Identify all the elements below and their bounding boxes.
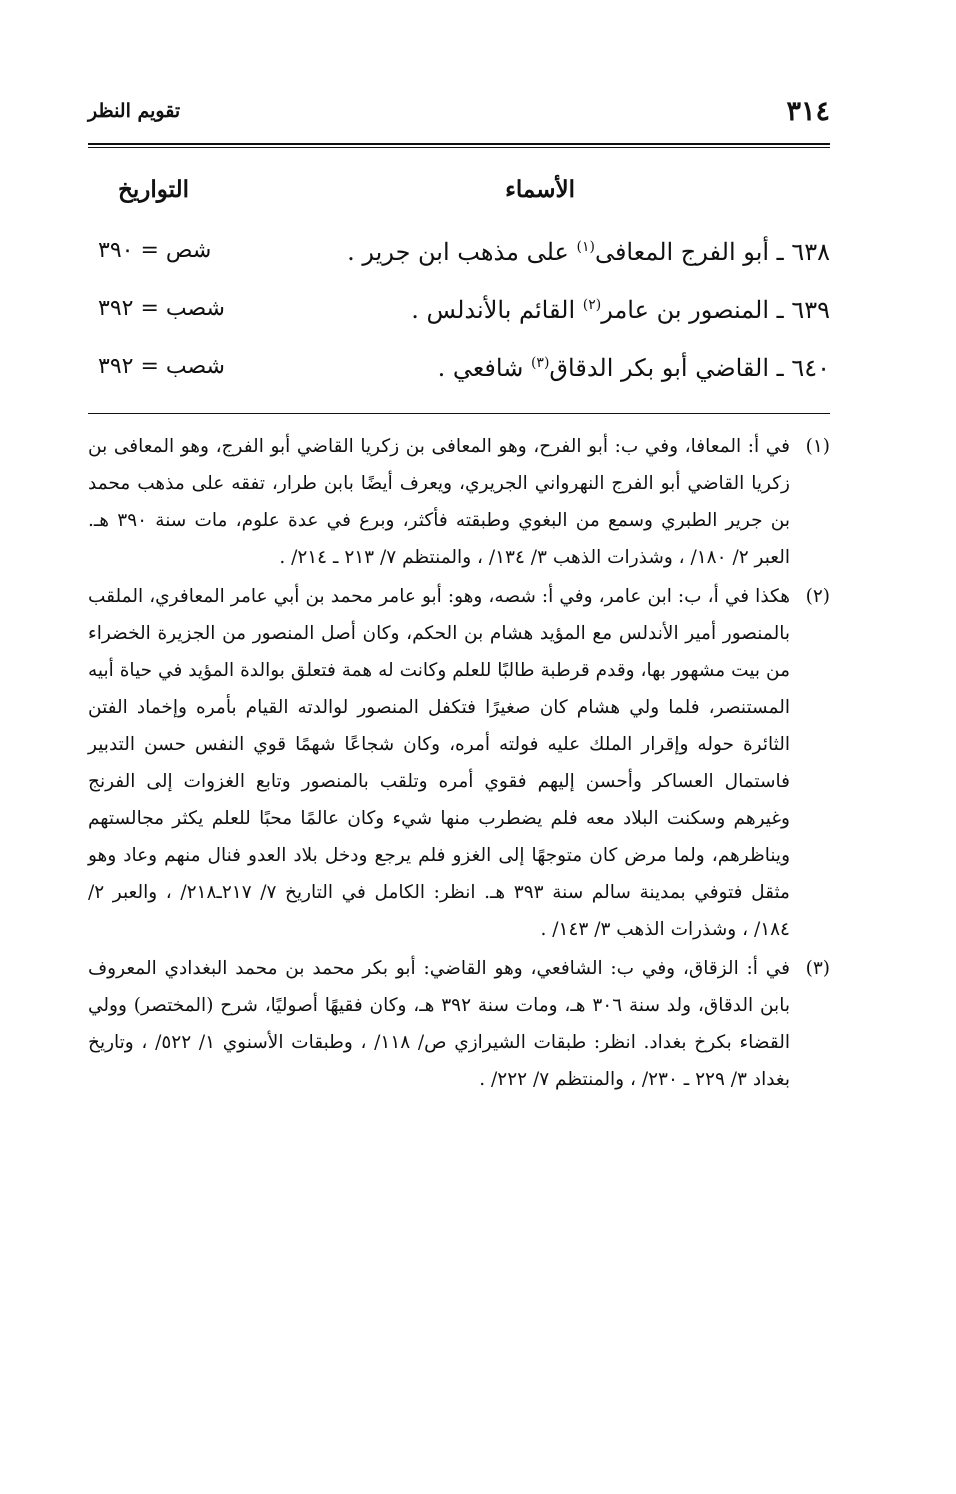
entry-row [88,290,830,348]
book-title: تقويم النظر [88,100,181,122]
footnote-marker: (١) [805,436,830,457]
dates-column-heading: التواريخ [118,176,189,203]
running-header [88,96,830,136]
entry-name: ٦٣٨ ـ أبو الفرج المعافى$^{(١)}$ على مذهب ابن جرير . [347,238,830,266]
footnote-marker: (٢) [805,586,830,607]
footnote-ref: (٣) [530,355,550,371]
entry-name: ٦٣٩ ـ المنصور بن عامر$^{(٢)}$ القائم بالأندلس . [411,296,830,324]
entries-list [88,232,830,406]
entry-row [88,232,830,290]
table-header [88,176,830,216]
footnote [88,578,830,948]
footnote [88,950,830,1098]
footnote-ref: (٢) [582,297,602,313]
entry-date: شصب = ٣٩٢ [98,296,225,321]
footnote-ref: (١) [576,239,595,255]
footnote-text: في أ: المعافا، وفي ب: أبو الفرح، وهو المعافى بن زكريا القاضي أبو الفرج، وهو المعافى بن زكريا القاضي أبو الفرج النهرواني الجريري، ويعرف أيضًا بابن طرار، تفقه على مذهب محمد بن جرير الطبري وسمع من البغوي وطبقته فأكثر، وبرع في عدة علوم، مات سنة ٣٩٠ هـ. العبر ٢/ ١٨٠/ ، وشذرات الذهب ٣/ ١٣٤/ ، والمنتظم ٧/ ٢١٣ ـ ٢١٤/ . [88,436,790,568]
entry-row [88,348,830,406]
footnote-text: هكذا في أ، ب: ابن عامر، وفي أ: شصه، وهو: أبو عامر محمد بن أبي عامر المعافري، الملقب بالمنصور أمير الأندلس مع المؤيد هشام بن الحكم، وكان أصل المنصور من الجزيرة الخضراء من بيت مشهور بها، وقدم قرطبة طالبًا للعلم وكانت له همة فتعلق بوالدة المؤيد في حياة أبيه المستنصر، فلما ولي هشام كان صغيرًا فتكفل المنصور لوالدته القيام بأمره وإخماد الفتن الثائرة حوله وإقرار الملك عليه فولته أمره، وكان شجاعًا شهمًا قوي النفس حسن التدبير فاستمال العساكر وأحسن إليهم فقوي أمره وتلقب بالمنصور وتابع الغزوات إلى الفرنج وغيرهم وسكنت البلاد معه فلم يضطرب منها شيء وكان عالمًا محبًا للعلم يكثر مجالستهم ويناظرهم، ولما مرض كان متوجهًا إلى الغزو فلم يرجع ودخل بلاد العدو فنال منهم وعاد وهو مثقل فتوفي بمدينة سالم سنة ٣٩٣ هـ. انظر: الكامل في التاريخ ٧/ ٢١٧ـ٢١٨/ ، والعبر ٢/ ١٨٤/ ، وشذرات الذهب ٣/ ١٤٣/ . [88,586,790,940]
footnotes [88,428,830,1100]
footnote [88,428,830,576]
entry-name: ٦٤٠ ـ القاضي أبو بكر الدقاق$^{(٣)}$ شافعي . [437,354,830,382]
footnote-marker: (٣) [805,958,830,979]
footnote-text: في أ: الزقاق، وفي ب: الشافعي، وهو القاضي: أبو بكر محمد بن محمد البغدادي المعروف بابن الدقاق، ولد سنة ٣٠٦ هـ، ومات سنة ٣٩٢ هـ، وكان فقيهًا أصوليًا، شرح (المختصر) وولي القضاء بكرخ بغداد. انظر: طبقات الشيرازي ص/ ١١٨/ ، وطبقات الأسنوي ١/ ٥٢٢/ ، وتاريخ بغداد ٣/ ٢٢٩ ـ ٢٣٠/ ، والمنتظم ٧/ ٢٢٢/ . [88,958,790,1090]
names-column-heading: الأسماء [505,176,575,203]
page-number: ٣١٤ [786,96,830,127]
footnote-separator [88,413,830,414]
header-double-rule [88,143,830,148]
entry-date: شص = ٣٩٠ [98,238,212,263]
entry-date: شصب = ٣٩٢ [98,354,225,379]
